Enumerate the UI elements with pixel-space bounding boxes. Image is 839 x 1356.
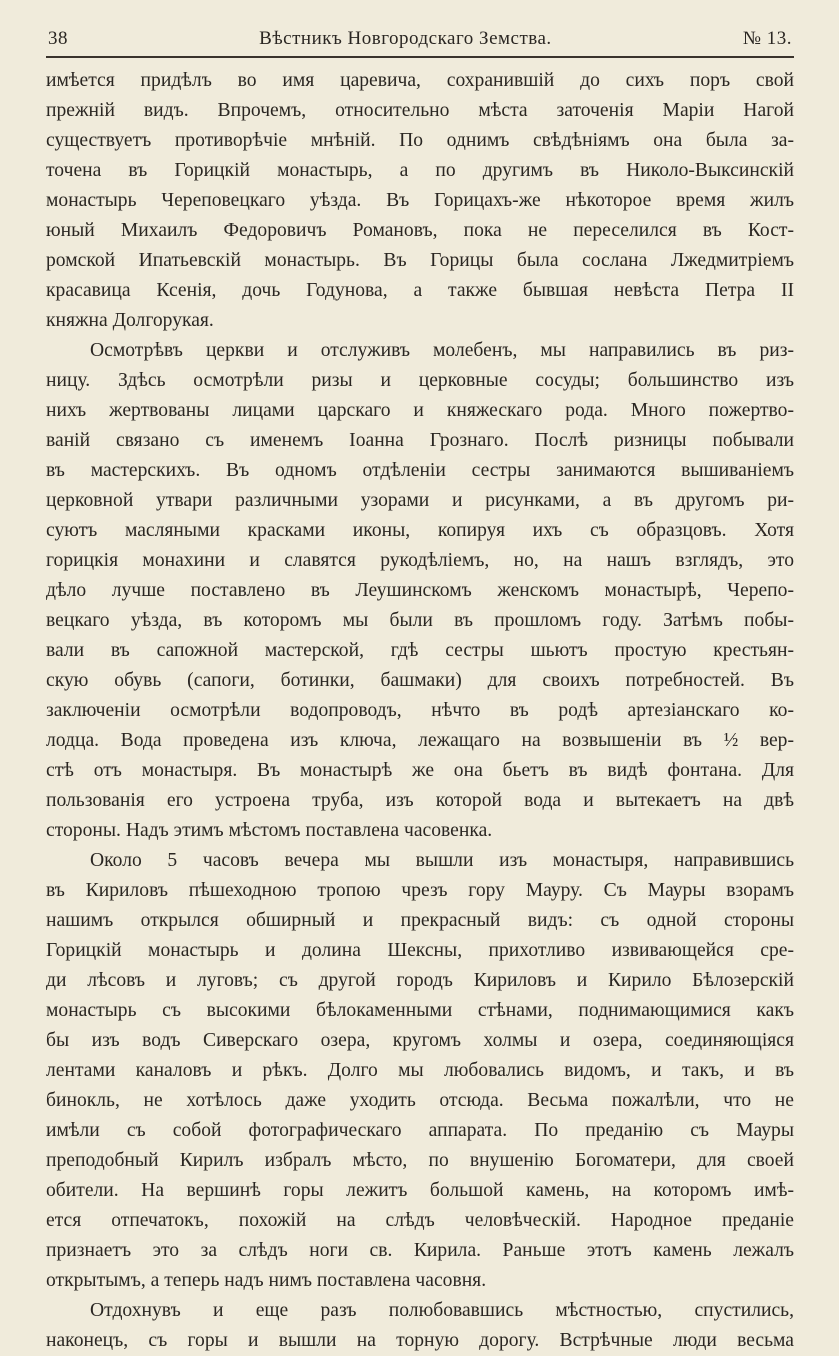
journal-title: Вѣстникъ Новгородскаго Земства. (259, 28, 552, 49)
text-line: пользованія его устроена труба, изъ которой вода и вытекаетъ на двѣ (46, 790, 794, 811)
text-line: суютъ масляными красками иконы, копируя ихъ съ образцовъ. Хотя (46, 520, 794, 541)
text-line: бинокль, не хотѣлось даже уходить отсюда. Весьма пожалѣли, что не (46, 1090, 794, 1111)
text-line: монастырь Череповецкаго уѣзда. Въ Горицахъ-же нѣкоторое время жилъ (46, 190, 794, 211)
text-line: ется отпечатокъ, похожій на слѣдъ человѣческій. Народное преданіе (46, 1210, 794, 1231)
text-line: существуетъ противорѣчіе мнѣній. По однимъ свѣдѣніямъ она была за- (46, 130, 794, 151)
text-line: имѣется придѣлъ во имя царевича, сохранившій до сихъ поръ свой (46, 70, 794, 91)
text-line: ваній связано съ именемъ Іоанна Грознаго. Послѣ ризницы побывали (46, 430, 794, 451)
text-line: горицкія монахини и славятся рукодѣліемъ, но, на нашъ взглядъ, это (46, 550, 794, 571)
issue-number: № 13. (742, 28, 792, 49)
text-line: Горицкій монастырь и долина Шексны, прихотливо извивающейся сре- (46, 940, 794, 961)
text-line: открытымъ, а теперь надъ нимъ поставлена часовня. (46, 1270, 487, 1291)
text-line: бы изъ водъ Сиверскаго озера, кругомъ холмы и озера, соединяющіяся (46, 1030, 794, 1051)
text-line: ди лѣсовъ и луговъ; съ другой городъ Кириловъ и Кирило Бѣлозерскій (46, 970, 794, 991)
text-line: монастырь съ высокими бѣлокаменными стѣнами, поднимающимися какъ (46, 1000, 794, 1021)
text-line: дѣло лучше поставлено въ Леушинскомъ женскомъ монастырѣ, Черепо- (46, 580, 794, 601)
text-line: вали въ сапожной мастерской, гдѣ сестры шьютъ простую крестьян- (46, 640, 794, 661)
text-line: нихъ жертвованы лицами царскаго и княжескаго рода. Много пожертво- (46, 400, 794, 421)
text-line: юный Михаилъ Федоровичъ Романовъ, пока не переселился въ Кост- (46, 220, 794, 241)
text-line: въ Кириловъ пѣшеходною тропою чрезъ гору Мауру. Съ Мауры взорамъ (46, 880, 794, 901)
text-line: ницу. Здѣсь осмотрѣли ризы и церковные сосуды; большинство изъ (46, 370, 794, 391)
document-page (46, 28, 794, 1356)
text-line: ромской Ипатьевскій монастырь. Въ Горицы была сослана Лжедмитріемъ (46, 250, 794, 271)
text-line: лодца. Вода проведена изъ ключа, лежащаго на возвышеніи въ ½ вер- (46, 730, 794, 751)
text-line: заключеніи осмотрѣли водопроводъ, нѣчто въ родѣ артезіанскаго ко- (46, 700, 794, 721)
text-line: церковной утвари различными узорами и рисунками, а въ другомъ ри- (46, 490, 794, 511)
text-line: скую обувь (сапоги, ботинки, башмаки) для своихъ потребностей. Въ (46, 670, 794, 691)
text-line: обители. На вершинѣ горы лежитъ большой камень, на которомъ имѣ- (46, 1180, 794, 1201)
text-line: стѣ отъ монастыря. Въ монастырѣ же она бьетъ въ видѣ фонтана. Для (46, 760, 794, 781)
text-line: наконецъ, съ горы и вышли на торную дорогу. Встрѣчные люди весьма (46, 1330, 794, 1351)
text-line: красавица Ксенія, дочь Годунова, а также бывшая невѣста Петра II (46, 280, 794, 301)
text-line: вецкаго уѣзда, въ которомъ мы были въ прошломъ году. Затѣмъ побы- (46, 610, 794, 631)
text-line: княжна Долгорукая. (46, 310, 214, 331)
text-line: стороны. Надъ этимъ мѣстомъ поставлена часовенка. (46, 820, 493, 841)
text-line: признаетъ это за слѣдъ ноги св. Кирила. Раньше этотъ камень лежалъ (46, 1240, 794, 1261)
text-line: имѣли съ собой фотографическаго аппарата. По преданію съ Мауры (46, 1120, 794, 1141)
text-line: преподобный Кирилъ избралъ мѣсто, по внушенію Богоматери, для своей (46, 1150, 794, 1171)
body-text (46, 66, 794, 1356)
text-line: Около 5 часовъ вечера мы вышли изъ монастыря, направившись (90, 850, 794, 871)
running-header (46, 28, 794, 56)
header-rule (46, 56, 794, 58)
text-line: Отдохнувъ и еще разъ полюбовавшись мѣстностью, спустились, (90, 1300, 794, 1321)
text-line: прежній видъ. Впрочемъ, относительно мѣста заточенія Маріи Нагой (46, 100, 794, 121)
text-line: лентами каналовъ и рѣкъ. Долго мы любовались видомъ, и такъ, и въ (46, 1060, 794, 1081)
page-number: 38 (48, 28, 68, 49)
text-line: въ мастерскихъ. Въ одномъ отдѣленіи сестры занимаются вышиваніемъ (46, 460, 794, 481)
text-line: точена въ Горицкій монастырь, а по другимъ въ Николо-Выксинскій (46, 160, 794, 181)
text-line: нашимъ открылся обширный и прекрасный видъ: съ одной стороны (46, 910, 794, 931)
text-line: Осмотрѣвъ церкви и отслуживъ молебенъ, мы направились въ риз- (90, 340, 794, 361)
